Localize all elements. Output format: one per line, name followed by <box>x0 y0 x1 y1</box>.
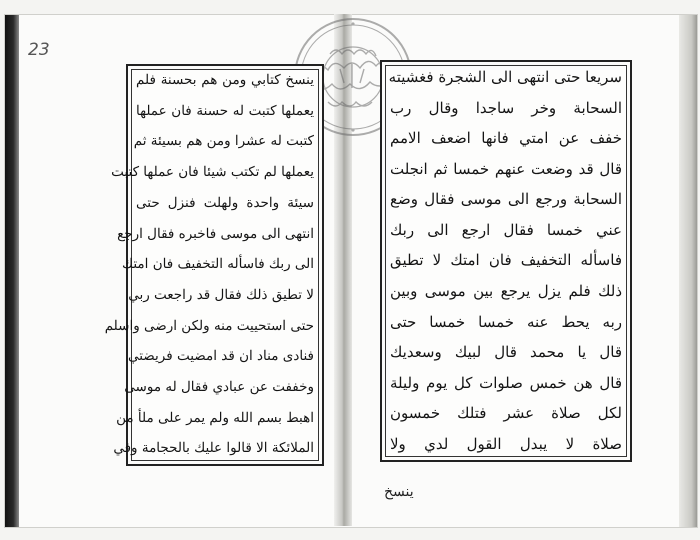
text-line: ذلك فلم يزل يرجع بين موسى وبين <box>390 282 622 301</box>
text-line: الملائكة الا قالوا عليك بالحجامة وفي <box>113 440 314 457</box>
text-line: ربه يحط عنه خمسا خمسا حتى <box>390 312 622 331</box>
text-line: فاسأله التخفيف فان امتك لا تطيق <box>390 251 622 270</box>
catchword: ينسخ <box>384 484 414 500</box>
text-line: يعملها لم تكتب شيئا فان عملها كتبت <box>111 164 314 181</box>
text-line: خفف عن امتي فانها اضعف الامم <box>390 129 622 148</box>
text-line: اهبط بسم الله ولم يمر على ملأ من <box>116 409 314 426</box>
text-line: سيئة واحدة ولهلت فنزل حتى <box>136 194 314 211</box>
text-line: عني خمسا فقال ارجع الى ربك <box>390 220 622 239</box>
text-line: السحابة ورجع الى موسى فقال وضع <box>390 190 622 209</box>
text-line: لا تطيق ذلك فقال قد راجعت ربي <box>128 286 314 303</box>
text-line: قال هن خمس صلوات كل يوم وليلة <box>390 373 622 392</box>
text-line: السحابة وخر ساجدا وقال رب <box>390 98 622 117</box>
text-line: يعملها كتبت له حسنة فان عملها <box>136 102 314 119</box>
right-page-text-frame <box>380 60 632 462</box>
text-line: الى ربك فاسأله التخفيف فان امتك <box>121 256 314 273</box>
left-page-lines <box>104 72 314 457</box>
text-line: لكل صلاة عشر فتلك خمسون <box>390 404 622 423</box>
left-page-text-frame <box>104 64 324 466</box>
text-line: صلاة لا يبدل القول لدي ولا <box>390 434 622 453</box>
text-line: كتبت له عشرا ومن هم بسيئة ثم <box>133 133 314 150</box>
text-line: انتهى الى موسى فاخبره فقال ارجع <box>117 225 314 242</box>
text-line: ينسخ كتابي ومن هم بحسنة فلم <box>136 72 314 88</box>
right-page-lines <box>390 70 622 452</box>
text-line: قال يا محمد قال لبيك وسعديك <box>390 343 622 362</box>
folio-number: 23 <box>28 40 50 60</box>
text-line: فنادى مناد ان قد امضيت فريضتي <box>127 348 314 365</box>
text-line: وخففت عن عبادي فقال له موسى <box>124 379 314 396</box>
text-line: حتى استحييت منه ولكن ارضى واسلم <box>104 317 314 334</box>
text-line: سريعا حتى انتهى الى الشجرة فغشيته <box>388 68 622 86</box>
text-line: قال قد وضعت عنهم خمسا ثم انجلت <box>390 159 622 178</box>
